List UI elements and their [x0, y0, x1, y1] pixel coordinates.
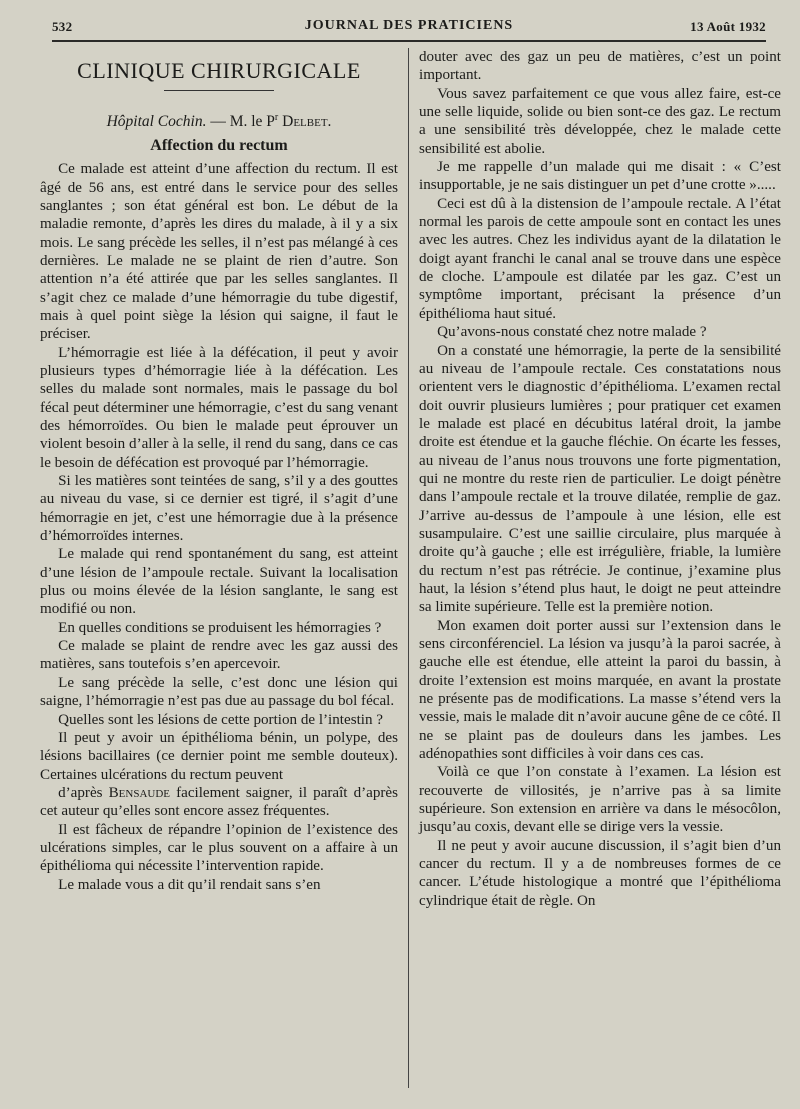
paragraph: Vous savez parfaitement ce que vous allez faire, est-ce une selle liquide, solide ou bien sont-ce des gaz. Le rectum a une sensibilité très développée, chez le malade cette sensibilité est abolie.	[419, 85, 781, 157]
professor-prefix: M. le P	[229, 113, 275, 131]
column-divider	[408, 48, 409, 1088]
paragraph: Ceci est dû à la distension de l’ampoule rectale. A l’état normal les parois de cette ampoule sont en contact les unes avec les autres. Chez les individus ayant de la dilatation le doigt ayant franchi le canal anal se trouve dans une espèce de cloche. L’ampoule est dilatée par les gaz. C’est un symptôme important, précisant la présence d’un épithélioma haut situé.	[419, 195, 781, 322]
issue-date: 13 Août 1932	[690, 19, 766, 34]
paragraph: Le malade qui rend spontanément du sang, est atteint d’une lésion de l’ampoule rectale. Suivant la localisation plus ou moins élevée de la lésion sanglante, le sang est modifié ou non.	[40, 546, 398, 618]
paragraph: Voilà ce que l’on constate à l’examen. La lésion est recouverte de villosités, je n’arrive pas à sa limite supérieure. Son extension en arrière va dans le mésocôlon, jusqu’au coxis, devant elle se dirige vers la vessie.	[419, 764, 781, 836]
paragraph: L’hémorragie est liée à la défécation, il peut y avoir plusieurs types d’hémorragie liée à la défécation. Les selles du malade sont normales, mais le passage du bol fécal peut déterminer une hémorragie, c’est du sang venant des hémorroïdes. Ou bien le malade peut éprouver un violent besoin d’aller à la selle, il rend du sang, dans ce cas le besoin de défécation est provoqué par l’hémorragie.	[40, 344, 398, 471]
hospital-name: Hôpital Cochin.	[106, 113, 207, 131]
paragraph: Le malade vous a dit qu’il rendait sans s’en	[58, 876, 321, 893]
paragraph: Il est fâcheux de répandre l’opinion de l’existence des ulcérations simples, car le plus souvent on a affaire à un épithélioma qui nécessite l’intervention rapide.	[40, 821, 398, 875]
header-rule	[52, 40, 766, 42]
paragraph: Le sang précède la selle, c’est donc une lésion qui saigne, l’hémorragie n’est pas due au passage du bol fécal.	[40, 674, 398, 710]
paragraph	[40, 784, 398, 821]
paragraph: Quelles sont les lésions de cette portion de l’intestin ?	[58, 711, 383, 728]
paragraph: Il ne peut y avoir aucune discussion, il s’agit bien d’un cancer du rectum. Il y a de nombreuses formes de ce cancer. L’étude histologique a montré que l’épithélioma cylindrique était de règle. On	[419, 837, 781, 909]
paragraph-text: facilement saigner, il paraît d’après cet auteur qu’elles sont encore assez fréquentes.	[40, 784, 398, 820]
paragraph: Ce malade est atteint d’une affection du rectum. Il est âgé de 56 ans, est entré dans le service pour des selles sanglantes ; son état général est bon. Le début de la maladie remonte, d’après les dires du malade, à il y a six mois. Le sang précède les selles, il n’est pas mélangé à ces dernières. Le malade ne se plaint de rien d’autre. Son attention n’a été attirée que par les selles sanglantes. Il s’agit chez ce malade d’une hémorragie du tube digestif, mais à quel point siège la lésion qui saigne, il faut le préciser.	[40, 161, 398, 343]
paragraph: douter avec des gaz un peu de matières, c’est un point important.	[419, 49, 781, 84]
paragraph: Qu’avons-nous constaté chez notre malade ?	[437, 324, 707, 341]
page-header	[52, 14, 766, 40]
left-column	[40, 48, 398, 894]
professor-sup: r	[274, 112, 279, 124]
article-subtitle: Affection du rectum	[150, 136, 288, 154]
paragraph: Il peut y avoir un épithélioma bénin, un polype, des lésions bacillaires (ce dernier point me semble douteux). Certaines ulcérations du rectum peuvent	[40, 729, 398, 783]
right-column	[419, 48, 781, 910]
section-title: CLINIQUE CHIRURGICALE	[77, 58, 361, 83]
author-name: Bensaude	[108, 784, 171, 801]
paragraph: On a constaté une hémorragie, la perte de la sensibilité au niveau de l’ampoule rectale. Ces constatations nous orientent vers le diagnostic d’épithélioma. L’examen rectal doit ouvrir plusieurs lumières ; pour pratiquer cet examen le malade est placé en décubitus latéral droit, la jambe droite est étendue et la gauche fléchie. On écarte les fesses, au niveau de l’anus nous trouvons une forte pigmentation, qui ne montre du reste rien de particulier. Le doigt pénètre dans l’ampoule rectale et la trouve dilatée, remplie de gaz. J’arrive au-dessus de l’ampoule à une lésion, elle est susampulaire. C’est une saillie circulaire, plus marquée à droite qu’à gauche ; elle est irrégulière, friable, la lumière du rectum n’est pas rétrécie. Je continue, j’examine plus haut, la lésion s’étend plus haut, le doigt ne peut atteindre sa limite supérieure. Telle est la première notion.	[419, 342, 781, 616]
hospital-line	[40, 109, 398, 132]
paragraph: Si les matières sont teintées de sang, s’il y a des gouttes au niveau du vase, si ce dernier est tigré, il s’agit d’une hémorragie en jet, c’est une hémorragie due à la présence d’hémorroïdes internes.	[40, 473, 398, 545]
page-number: 532	[52, 19, 73, 34]
hospital-dash: —	[206, 113, 230, 131]
paragraph: Je me rappelle d’un malade qui me disait : « C’est insupportable, je ne sais distinguer un pet d’une crotte ».....	[419, 159, 781, 194]
title-rule	[164, 90, 274, 91]
paragraph: En quelles conditions se produisent les hémorragies ?	[58, 619, 382, 636]
paragraph-text: d’après	[58, 784, 109, 801]
paragraph: Mon examen doit porter aussi sur l’extension dans le sens circonférenciel. La lésion va jusqu’à la paroi sacrée, à gauche elle est étendue, elle atteint la paroi du bassin, à droite l’extension est moins marquée, en avant la prostate ne présente pas de modifications. La masse s’étend vers la vessie, mais le malade dit n’avoir aucune gêne de ce côté. Il ne se plaint pas de douleurs dans les jambes. Les adénopathies sont difficiles à voir dans ces cas.	[419, 617, 781, 763]
paragraph: Ce malade se plaint de rendre avec les gaz aussi des matières, sans toutefois s’en apercevoir.	[40, 638, 398, 673]
journal-title: JOURNAL DES PRATICIENS	[304, 18, 514, 33]
professor-name: Delbet.	[282, 113, 332, 131]
